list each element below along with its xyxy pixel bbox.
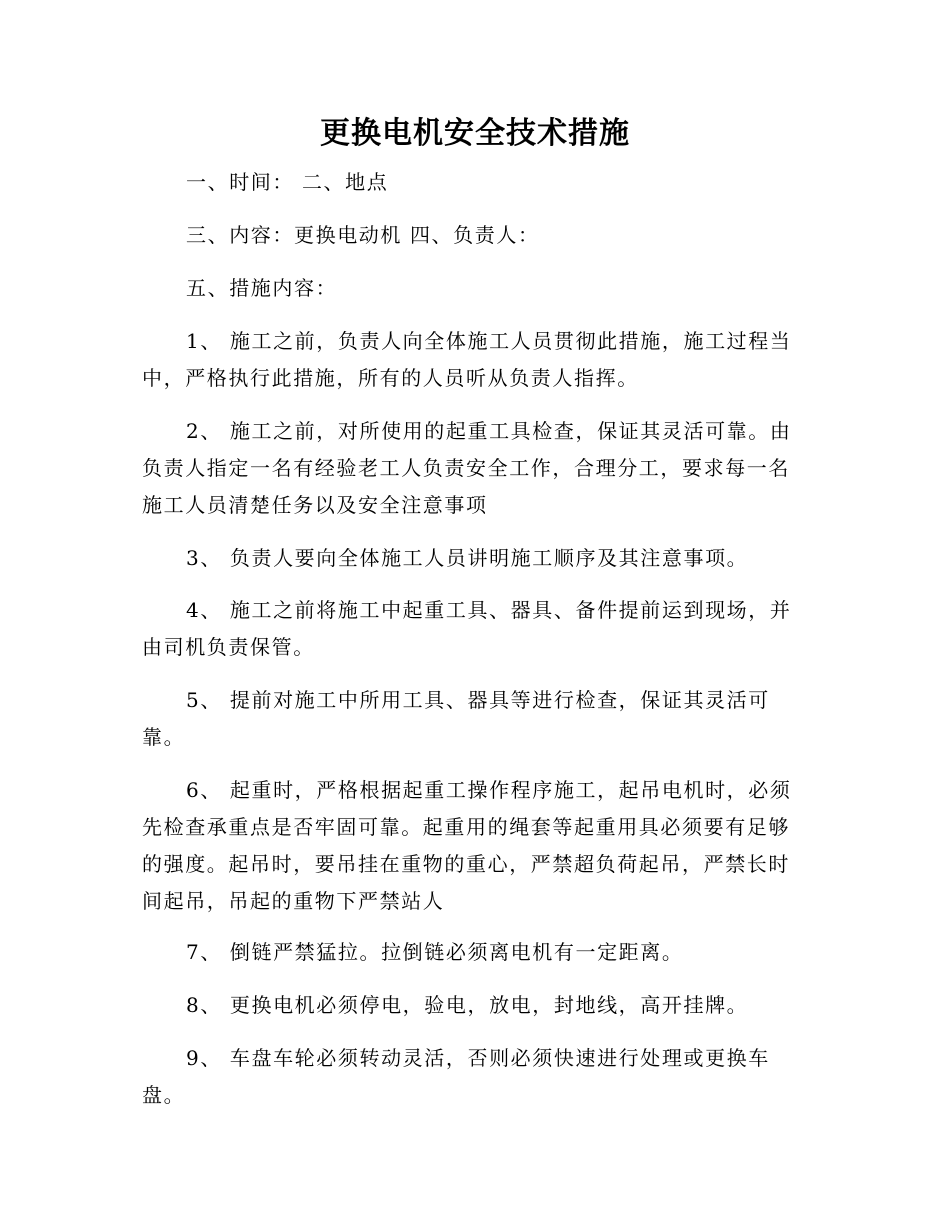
- item-9-line-1: 9、 车盘车轮必须转动灵活，否则必须快速进行处理或更换车: [186, 1046, 770, 1070]
- item-7-line-1: 7、 倒链严禁猛拉。拉倒链必须离电机有一定距离。: [186, 940, 684, 964]
- item-6-line-1: 6、 起重时，严格根据起重工操作程序施工，起吊电机时，必须: [186, 778, 792, 802]
- item-1-line-1: 1、 施工之前，负责人向全体施工人员贯彻此措施，施工过程当: [186, 329, 792, 353]
- item-6-line-2: 先检查承重点是否牢固可靠。起重用的绳套等起重用具必须要有足够: [142, 815, 790, 839]
- item-1-line-2: 中，严格执行此措施，所有的人员听从负责人指挥。: [142, 366, 639, 390]
- header-line-measures: 五、措施内容：: [186, 276, 338, 300]
- header-line-content-owner: 三、内容：更换电动机 四、负责人：: [186, 223, 540, 247]
- item-2-line-1: 2、 施工之前，对所使用的起重工具检查，保证其灵活可靠。由: [186, 419, 792, 443]
- item-2-line-2: 负责人指定一名有经验老工人负责安全工作，合理分工，要求每一名: [142, 456, 790, 480]
- item-6-line-4: 间起吊，吊起的重物下严禁站人: [142, 889, 445, 913]
- header-line-time-location: 一、时间： 二、地点: [186, 170, 389, 194]
- item-8-line-1: 8、 更换电机必须停电，验电，放电，封地线，高开挂牌。: [186, 993, 749, 1017]
- item-6-line-3: 的强度。起吊时，要吊挂在重物的重心，严禁超负荷起吊，严禁长时: [142, 852, 790, 876]
- item-4-line-2: 由司机负责保管。: [142, 635, 315, 659]
- item-2-line-3: 施工人员清楚任务以及安全注意事项: [142, 493, 488, 517]
- item-9-line-2: 盘。: [142, 1083, 186, 1107]
- item-5-line-1: 5、 提前对施工中所用工具、器具等进行检查，保证其灵活可: [186, 688, 770, 712]
- item-4-line-1: 4、 施工之前将施工中起重工具、器具、备件提前运到现场，并: [186, 598, 792, 622]
- item-5-line-2: 靠。: [142, 725, 186, 749]
- document-title: 更换电机安全技术措施: [320, 116, 630, 151]
- item-3-line-1: 3、 负责人要向全体施工人员讲明施工顺序及其注意事项。: [186, 546, 749, 570]
